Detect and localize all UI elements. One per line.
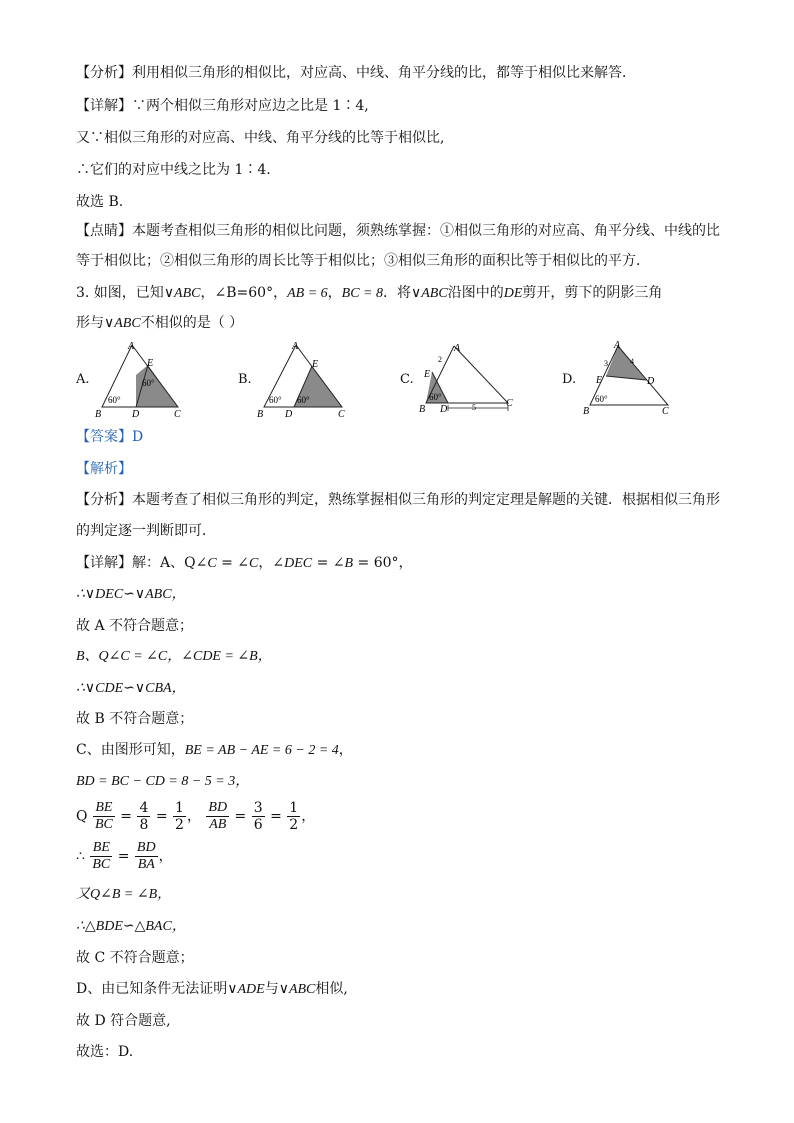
detail2-line-a-result: 故 A 不符合题意；	[76, 618, 194, 634]
figure-a	[92, 340, 192, 418]
detail2-line-c-angle: 又Q∠B = ∠B，	[76, 887, 172, 902]
answer-line: 【答案】D	[76, 429, 144, 445]
option-b-label: B.	[238, 372, 252, 387]
figure-d-label-b: B	[583, 406, 590, 417]
figure-c-label-d: D	[440, 404, 448, 415]
detail2-line-c-bd: BD = BC − CD = 8 − 5 = 3，	[76, 774, 250, 789]
detail2-line-b-conclusion: ∴∨CDE∽∨CBA，	[76, 681, 186, 696]
comment-line-2: 等于相似比；②相似三角形的周长比等于相似比；③相似三角形的面积比等于相似比的平方．	[76, 253, 650, 269]
detail2-line-c-ratios: Q $\frac{BE}{BC}$ = $\frac{4}{8}$ = $\frac{1}{2}$ ， $\frac{BD}{AB}$ = $\frac{3}{6}$ = $\frac{1}{2}$ ，	[76, 800, 316, 833]
figure-c-label-a: A	[454, 343, 461, 354]
figure-d-label-e: E	[596, 375, 603, 386]
detail2-line-c-result: 故 C 不符合题意；	[76, 950, 194, 966]
figure-b-label-e: E	[312, 359, 319, 370]
analysis2-line-2: 的判定逐一判断即可．	[76, 523, 216, 539]
figure-d-label-c: C	[662, 406, 669, 417]
analysis2-line-1: 【分析】本题考查了相似三角形的判定，熟练掌握相似三角形的判定定理是解题的关键．根据相似三角形	[76, 492, 720, 508]
detail2-line-b: B、Q∠C = ∠C，∠CDE = ∠B，	[76, 649, 272, 664]
figure-c	[416, 340, 516, 418]
figure-a-label-c: C	[174, 409, 181, 418]
figure-a-angle: 60°	[142, 378, 155, 388]
figure-d-shaded-triangle	[606, 346, 646, 380]
final-choice: 故选：D.	[76, 1044, 134, 1060]
question-3-line-2: 形与∨ABC不相似的是（ ）	[76, 315, 244, 331]
figure-d-label-a: A	[614, 340, 621, 351]
figure-d-len-3: 3	[604, 359, 608, 368]
detail-line-2: 又∵相似三角形的对应高、中线、角平分线的比等于相似比,	[76, 130, 445, 146]
figure-b-label-c: C	[338, 409, 345, 418]
comment-line-1: 【点睛】本题考查相似三角形的相似比问题，须熟练掌握：①相似三角形的对应高、角平分线、中线的比	[76, 223, 720, 239]
figure-d	[578, 340, 678, 418]
detail2-line-c: C、由图形可知，BE = AB − AE = 6 − 2 = 4，	[76, 742, 353, 758]
detail-line-3: ∴它们的对应中线之比为 1∶4.	[76, 162, 271, 178]
figure-c-label-b: B	[419, 404, 426, 415]
figure-b-label-d: D	[285, 409, 293, 418]
figure-c-angle-b: 60°	[429, 392, 442, 402]
detail-line-1: 【详解】∵两个相似三角形对应边之比是 1∶4,	[76, 98, 369, 114]
figure-a-label-d: D	[132, 409, 140, 418]
option-d-label: D.	[562, 372, 577, 387]
question-3-line-1: 3. 如图，已知∨ABC，∠B=60°，AB = 6，BC = 8．将∨ABC沿图中的DE剪开，剪下的阴影三角	[76, 285, 663, 301]
figure-b	[254, 340, 354, 418]
option-c-label: C.	[400, 372, 414, 387]
figure-b-angle-b: 60°	[269, 395, 282, 405]
figure-d-angle-b: 60°	[595, 394, 608, 404]
figure-b-label-a: A	[292, 341, 299, 352]
detail2-line-c-conclusion: ∴△BDE∽△BAC，	[76, 919, 186, 934]
analysis-line-1: 【分析】利用相似三角形的相似比，对应高、中线、角平分线的比，都等于相似比来解答．	[76, 65, 636, 81]
figure-a-angle-b: 60°	[108, 395, 121, 405]
figure-a-label-b: B	[95, 409, 102, 418]
figure-c-len-5: 5	[472, 403, 476, 412]
detail2-line-a: 【详解】解：A、Q∠C = ∠C，∠DEC = ∠B = 60°，	[76, 555, 413, 571]
figure-d-label-d: D	[647, 376, 655, 387]
figure-c-label-e: E	[424, 369, 431, 380]
option-a-label: A.	[76, 372, 90, 387]
figure-c-label-c: C	[506, 398, 513, 409]
detail2-line-d: D、由已知条件无法证明∨ADE与∨ABC相似,	[76, 981, 348, 997]
figure-a-label-e: E	[147, 358, 154, 369]
figure-b-angle-d: 60°	[297, 395, 310, 405]
detail2-line-d-result: 故 D 符合题意,	[76, 1013, 171, 1029]
detail2-line-b-result: 故 B 不符合题意；	[76, 711, 194, 727]
figure-c-len-2: 2	[438, 355, 442, 364]
detail2-line-c-equal-ratios: ∴ $\frac{BE}{BC}$ = $\frac{BD}{BA}$ ，	[76, 840, 173, 872]
figure-a-label-a: A	[128, 341, 135, 352]
figure-d-len-4: 4	[630, 357, 634, 366]
detail2-line-a-conclusion: ∴∨DEC∽∨ABC，	[76, 587, 186, 602]
figure-b-label-b: B	[257, 409, 264, 418]
choice-line: 故选 B.	[76, 194, 124, 210]
explanation-heading: 【解析】	[76, 461, 132, 477]
